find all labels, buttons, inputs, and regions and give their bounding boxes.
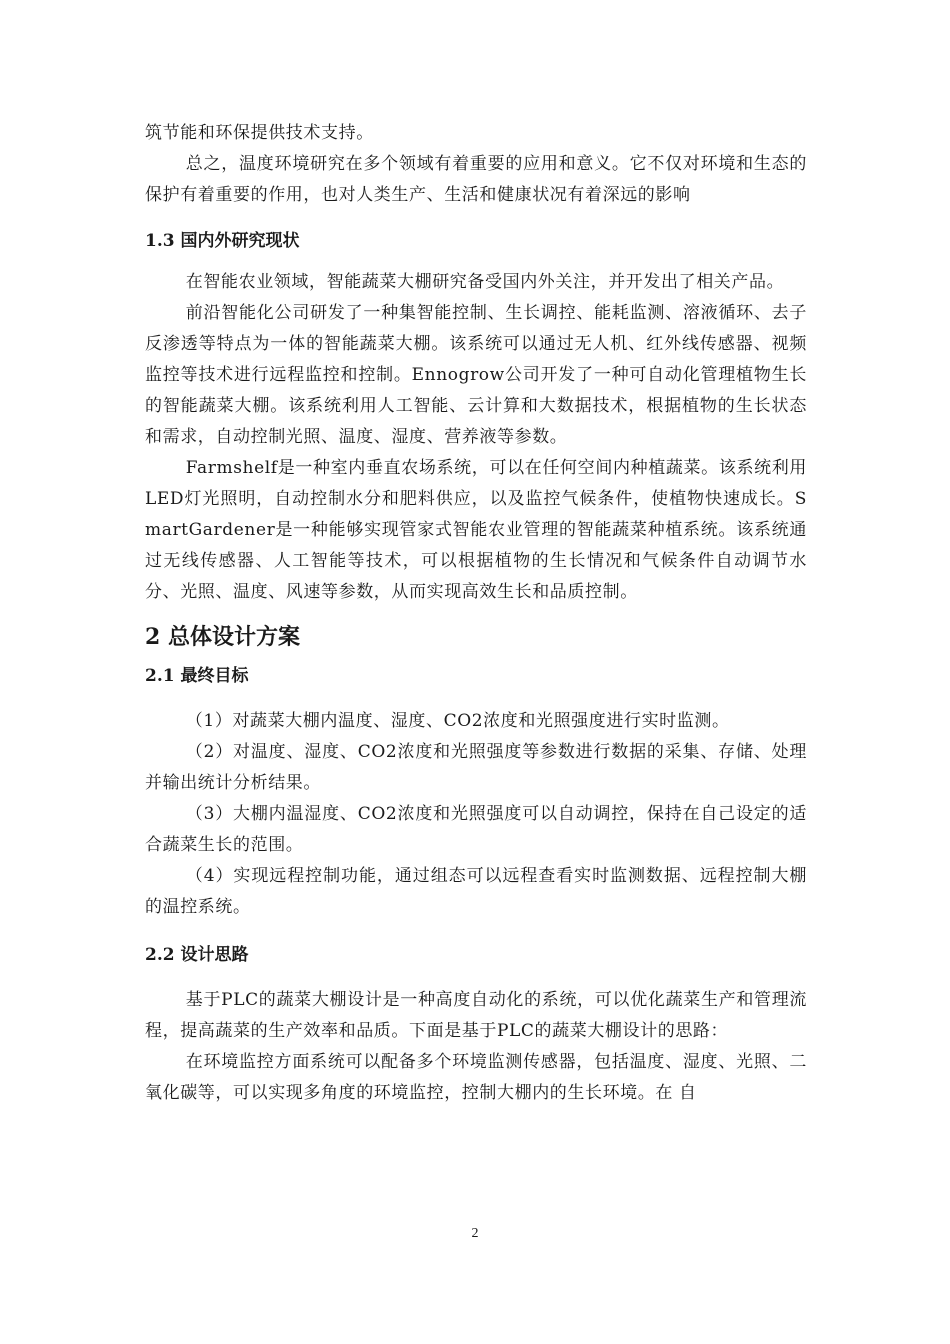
goal-item: （4）实现远程控制功能，通过组态可以远程查看实时监测数据、远程控制大棚的温控系统。	[145, 866, 807, 917]
body-paragraph: Farmshelf是一种室内垂直农场系统，可以在任何空间内种植蔬菜。该系统利用LED灯光照明，自动控制水分和肥料供应，以及监控气候条件，使植物快速成长。SmartGardener是一种能够实现管家式智能农业管理的智能蔬菜种植系统。该系统通过无线传感器、人工智能等技术，可以根据植物的生长情况和气候条件自动调节水分、光照、温度、风速等参数，从而实现高效生长和品质控制。	[145, 458, 807, 602]
section-heading: 2.2 设计思路	[145, 945, 249, 965]
body-paragraph: 基于PLC的蔬菜大棚设计是一种高度自动化的系统，可以优化蔬菜生产和管理流程，提高蔬菜的生产效率和品质。下面是基于PLC的蔬菜大棚设计的思路：	[145, 990, 807, 1041]
chapter-heading: 2 总体设计方案	[145, 624, 300, 650]
goal-item: （3）大棚内温湿度、CO2浓度和光照强度可以自动调控，保持在自己设定的适合蔬菜生长的范围。	[145, 804, 807, 855]
body-paragraph: 在环境监控方面系统可以配备多个环境监测传感器，包括温度、湿度、光照、二氧化碳等，可以实现多角度的环境监控，控制大棚内的生长环境。在 自	[145, 1052, 807, 1103]
goal-item: （1）对蔬菜大棚内温度、湿度、CO2浓度和光照强度进行实时监测。	[185, 711, 730, 731]
body-paragraph: 在智能农业领域，智能蔬菜大棚研究备受国内外关注，并开发出了相关产品。	[185, 272, 785, 292]
goal-item: （2）对温度、湿度、CO2浓度和光照强度等参数进行数据的采集、存储、处理并输出统计分析结果。	[145, 742, 807, 793]
page-body	[145, 118, 807, 1109]
body-paragraph: 前沿智能化公司研发了一种集智能控制、生长调控、能耗监测、溶液循环、去子反渗透等特点为一体的智能蔬菜大棚。该系统可以通过无人机、红外线传感器、视频监控等技术进行远程监控和控制。Ennogrow公司开发了一种可自动化管理植物生长的智能蔬菜大棚。该系统利用人工智能、云计算和大数据技术，根据植物的生长状态和需求，自动控制光照、温度、湿度、营养液等参数。	[145, 303, 807, 447]
body-paragraph: 筑节能和环保提供技术支持。	[145, 123, 374, 143]
section-heading: 2.1 最终目标	[145, 666, 249, 686]
page-number: 2	[471, 1226, 479, 1241]
section-heading: 1.3 国内外研究现状	[145, 231, 300, 251]
body-paragraph: 总之，温度环境研究在多个领域有着重要的应用和意义。它不仅对环境和生态的保护有着重要的作用，也对人类生产、生活和健康状况有着深远的影响	[145, 154, 807, 205]
